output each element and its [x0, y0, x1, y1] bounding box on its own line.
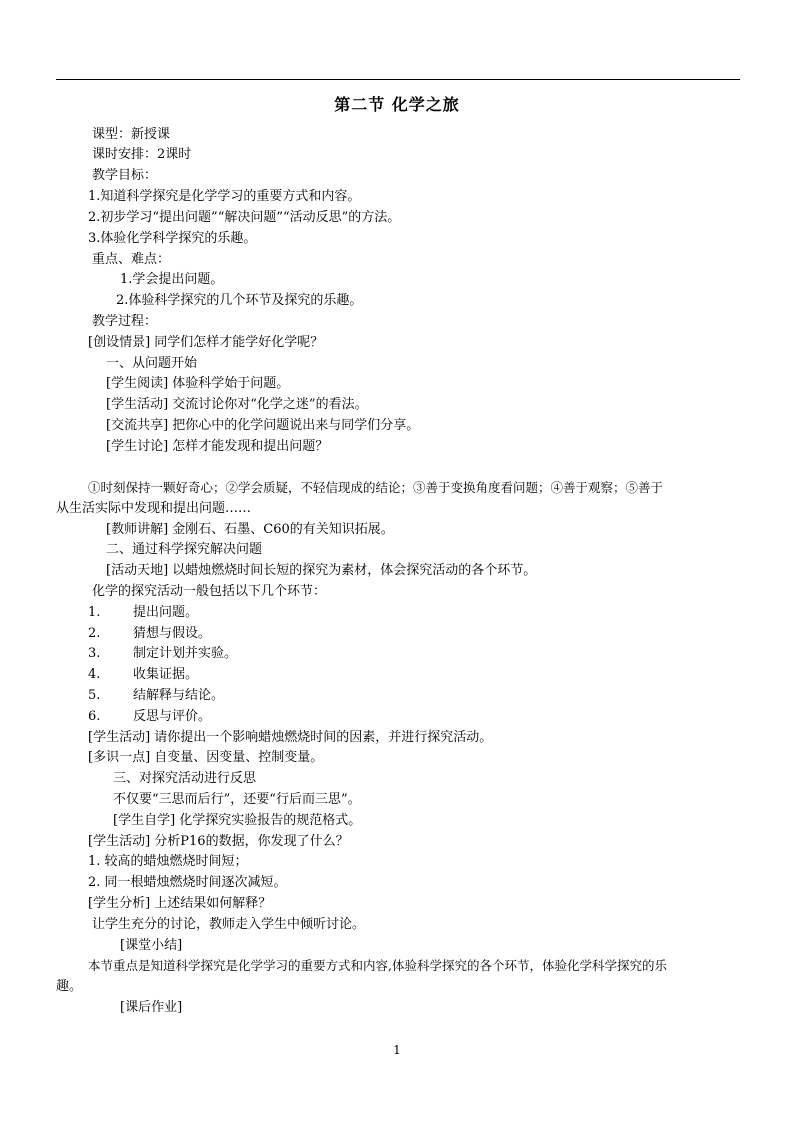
step-number: 5. — [88, 688, 101, 703]
key-points-heading: 重点、难点： — [92, 252, 171, 267]
step-text: 猜想与假设。 — [133, 626, 212, 641]
process-heading: 教学过程： — [92, 314, 158, 329]
homework-heading: [课后作业] — [120, 1000, 183, 1015]
section1-line: [学生阅读] 体验科学始于问题。 — [106, 376, 290, 391]
summary-line-2: 趣。 — [56, 979, 83, 994]
section3-quote: 不仅要“三思而后行”，还要“行后而三思”。 — [113, 792, 361, 807]
section1-line: [学生讨论] 怎样才能发现和提出问题？ — [106, 439, 329, 454]
section1-line: [学生活动] 交流讨论你对“化学之迷”的看法。 — [106, 397, 368, 412]
step-number: 4. — [88, 667, 101, 682]
step-text: 收集证据。 — [133, 667, 199, 682]
schedule: 课时安排：2课时 — [92, 147, 192, 162]
extra-knowledge: [多识一点] 自变量、因变量、控制变量。 — [88, 750, 324, 765]
step-number: 6. — [88, 709, 101, 724]
course-type: 课型：新授课 — [92, 127, 171, 142]
finding-item: 2. 同一根蜡烛燃烧时间逐次减短。 — [88, 875, 287, 890]
steps-intro: 化学的探究活动一般包括以下几个环节： — [92, 584, 327, 599]
goals-heading: 教学目标： — [92, 168, 158, 183]
summary-line-1: 本节重点是知道科学探究是化学学习的重要方式和内容,体验科学探究的各个环节，体验化学科学探究的乐 — [88, 958, 667, 973]
section2-activity: [活动天地] 以蜡烛燃烧时间长短的探究为素材，体会探究活动的各个环节。 — [106, 563, 537, 578]
header-rule — [56, 79, 740, 80]
intro-scenario: [创设情景] 同学们怎样才能学好化学呢？ — [88, 335, 324, 350]
step-text: 制定计划并实验。 — [133, 646, 238, 661]
step-text: 提出问题。 — [133, 605, 199, 620]
answer-line-2: 从生活实际中发现和提出问题…… — [56, 501, 252, 516]
step-number: 3. — [88, 646, 101, 661]
section3-heading: 三、对探究活动进行反思 — [113, 771, 257, 786]
section1-heading: 一、从问题开始 — [106, 356, 198, 371]
summary-heading: [课堂小结] — [120, 938, 183, 953]
step-number: 2. — [88, 626, 101, 641]
key-point-item: 2.体验科学探究的几个环节及探究的乐趣。 — [116, 293, 363, 308]
goal-item: 2.初步学习“提出问题”“解决问题”“活动反思”的方法。 — [88, 210, 401, 225]
page-number: 1 — [393, 1043, 401, 1057]
section1-line: [交流共享] 把你心中的化学问题说出来与同学们分享。 — [106, 418, 420, 433]
step-text: 反思与评价。 — [133, 709, 212, 724]
answer-line-1: ①时刻保持一颗好奇心；②学会质疑，不轻信现成的结论；③善于变换角度看问题；④善于观察；⑤善于 — [88, 480, 664, 495]
step-text: 结解释与结论。 — [133, 688, 225, 703]
step-number: 1. — [88, 605, 101, 620]
teacher-explain: [教师讲解] 金刚石、石墨、C60的有关知识拓展。 — [106, 522, 394, 537]
section2-student-activity: [学生活动] 请你提出一个影响蜡烛燃烧时间的因素，并进行探究活动。 — [88, 730, 493, 745]
section2-heading: 二、通过科学探究解决问题 — [106, 542, 263, 557]
section3-student-activity: [学生活动] 分析P16的数据，你发现了什么？ — [88, 834, 349, 849]
page-title: 第二节 化学之旅 — [334, 95, 460, 114]
goal-item: 1.知道科学探究是化学学习的重要方式和内容。 — [88, 189, 361, 204]
section3-analysis: [学生分析] 上述结果如何解释？ — [88, 896, 272, 911]
goal-item: 3.体验化学科学探究的乐趣。 — [88, 231, 257, 246]
section3-self-study: [学生自学] 化学探究实验报告的规范格式。 — [113, 813, 362, 828]
finding-item: 1. 较高的蜡烛燃烧时间短； — [88, 854, 248, 869]
key-point-item: 1.学会提出问题。 — [120, 272, 224, 287]
section3-discussion: 让学生充分的讨论，教师走入学生中倾听讨论。 — [92, 917, 366, 932]
